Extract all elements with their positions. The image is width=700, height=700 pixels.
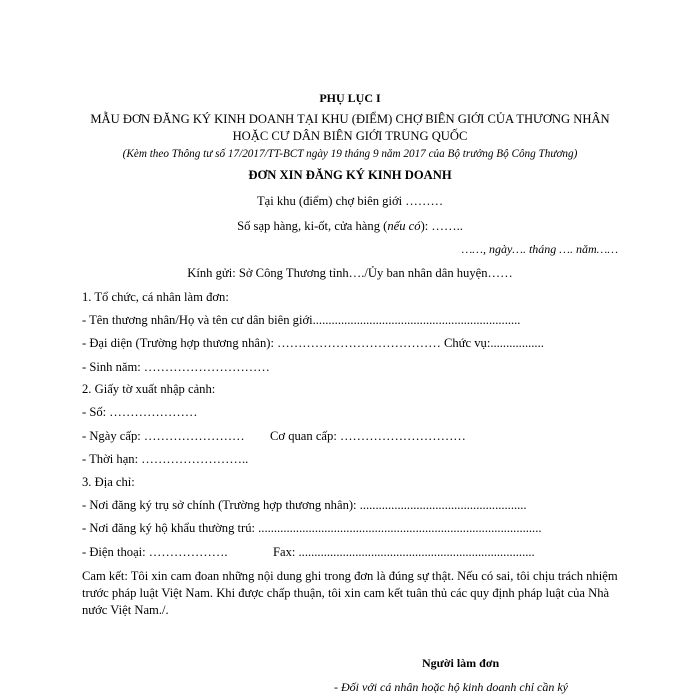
merchant-name-field: - Tên thương nhân/Họ và tên cư dân biên giới.................................................................. — [82, 313, 521, 327]
commitment-paragraph: Cam kết: Tôi xin cam đoan những nội dung ghi trong đơn là đúng sự thật. Nếu có sai, tôi chịu trách nhiệm trước pháp luật Việt Nam. Khi được chấp thuận, tôi xin cam kết tuân thủ các quy định pháp luật của Nhà nước Việt Nam./. — [82, 569, 618, 617]
market-line: Tại khu (điểm) chợ biên giới ……… — [256, 194, 444, 208]
recipient-line: Kính gửi: Sở Công Thương tỉnh…./Ủy ban nhân dân huyện…… — [187, 266, 513, 280]
birth-year-field: - Sinh năm: ………………………… — [82, 360, 270, 374]
appendix-label: PHỤ LỤC I — [319, 91, 381, 105]
fax-field: Fax: ........................................................................... — [273, 545, 535, 559]
document-title: ĐƠN XIN ĐĂNG KÝ KINH DOANH — [248, 168, 452, 182]
document-number-field: - Số: ………………… — [82, 405, 198, 419]
form-title-line2: HOẶC CƯ DÂN BIÊN GIỚI TRUNG QUỐC — [232, 129, 468, 143]
issuing-authority-field: Cơ quan cấp: ………………………… — [270, 429, 466, 443]
stall-line-prefix: Số sạp hàng, ki-ốt, cửa hàng ( — [237, 219, 388, 233]
section-1-title: 1. Tổ chức, cá nhân làm đơn: — [82, 290, 229, 304]
stall-line-suffix: ): …….. — [420, 219, 463, 233]
form-title-line1: MẪU ĐƠN ĐĂNG KÝ KINH DOANH TẠI KHU (ĐIỂM) CHỢ BIÊN GIỚI CỦA THƯƠNG NHÂN — [90, 112, 610, 126]
expiry-field: - Thời hạn: …………………….. — [82, 452, 249, 466]
section-3-title: 3. Địa chỉ: — [82, 475, 135, 489]
issue-date-field: - Ngày cấp: …………………… — [82, 429, 245, 443]
representative-field: - Đại diện (Trường hợp thương nhân): ………………………………… Chức vụ:................. — [82, 336, 544, 350]
signature-title: Người làm đơn — [422, 656, 500, 670]
signature-note: - Đối với cá nhân hoặc hộ kinh doanh chỉ cần ký — [334, 680, 569, 694]
section-2-title: 2. Giấy tờ xuất nhập cảnh: — [82, 382, 216, 396]
date-line: ……, ngày…. tháng …. năm…… — [461, 242, 618, 256]
stall-line-italic: nếu có — [387, 219, 421, 233]
household-address-field: - Nơi đăng ký hộ khẩu thường trú: .......................................................................................... — [82, 521, 542, 535]
stall-line — [0, 219, 700, 234]
phone-field: - Điện thoại: ………………. — [82, 545, 228, 559]
headquarters-address-field: - Nơi đăng ký trụ sở chính (Trường hợp thương nhân): ..................................................... — [82, 498, 527, 512]
attachment-note: (Kèm theo Thông tư số 17/2017/TT-BCT ngày 19 tháng 9 năm 2017 của Bộ trưởng Bộ Công Thương) — [122, 148, 578, 160]
